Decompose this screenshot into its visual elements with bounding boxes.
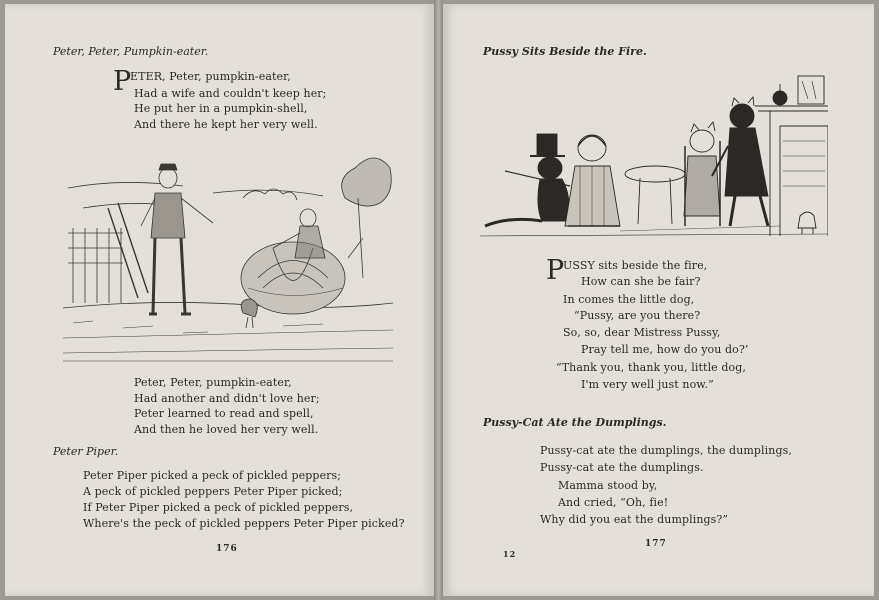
poem-title-pussy-cat-dumplings: Pussy-Cat Ate the Dumplings. xyxy=(483,416,667,429)
verse-line: Where's the peck of pickled peppers Peter Piper picked? xyxy=(83,517,405,530)
verse-line: Had a wife and couldn't keep her; xyxy=(134,87,327,100)
verse-line: Mamma stood by, xyxy=(558,479,658,492)
verse-line: ETER, Peter, pumpkin-eater, xyxy=(130,70,291,83)
poem-title-peter-pumpkin-eater: Peter, Peter, Pumpkin-eater. xyxy=(53,45,209,58)
verse-line: He put her in a pumpkin-shell, xyxy=(134,102,308,115)
page-number: 177 xyxy=(645,539,667,549)
verse-line: Why did you eat the dumplings?” xyxy=(540,513,729,526)
verse-line: Peter, Peter, pumpkin-eater, xyxy=(134,376,292,389)
verse-line: “Pussy, are you there? xyxy=(574,309,701,322)
verse-line: Pussy-cat ate the dumplings. xyxy=(540,461,704,474)
drop-cap: P xyxy=(113,66,132,97)
verse-line: “Thank you, thank you, little dog, xyxy=(556,361,746,374)
verse-line: If Peter Piper picked a peck of pickled peppers, xyxy=(83,501,354,514)
illustration-pussy-fire xyxy=(480,66,828,244)
verse-line: And then he loved her very well. xyxy=(134,423,319,436)
verse-line: I'm very well just now.” xyxy=(581,378,714,391)
verse-line: How can she be fair? xyxy=(581,275,701,288)
left-page xyxy=(5,4,434,596)
poem-title-pussy-sits-beside-fire: Pussy Sits Beside the Fire. xyxy=(483,45,647,58)
verse-line: A peck of pickled peppers Peter Piper picked; xyxy=(83,485,343,498)
verse-line: USSY sits beside the fire, xyxy=(563,259,708,272)
verse-line: Pray tell me, how do you do?’ xyxy=(581,343,749,356)
right-page xyxy=(443,4,874,596)
illustration-peter-pumpkin xyxy=(63,138,393,362)
verse-line: In comes the little dog, xyxy=(563,293,695,306)
book-gutter xyxy=(434,0,443,600)
verse-line: Peter Piper picked a peck of pickled peppers; xyxy=(83,469,342,482)
verse-line: And there he kept her very well. xyxy=(134,118,318,131)
verse-line: Peter learned to read and spell, xyxy=(134,407,314,420)
verse-line: So, so, dear Mistress Pussy, xyxy=(563,326,721,339)
poem-title-peter-piper: Peter Piper. xyxy=(53,445,119,458)
drop-cap: P xyxy=(546,255,565,286)
signature-mark: 12 xyxy=(503,549,517,559)
page-number: 176 xyxy=(216,544,238,554)
verse-line: Pussy-cat ate the dumplings, the dumplings, xyxy=(540,444,792,457)
verse-line: Had another and didn't love her; xyxy=(134,392,320,405)
verse-line: And cried, “Oh, fie! xyxy=(558,496,669,509)
